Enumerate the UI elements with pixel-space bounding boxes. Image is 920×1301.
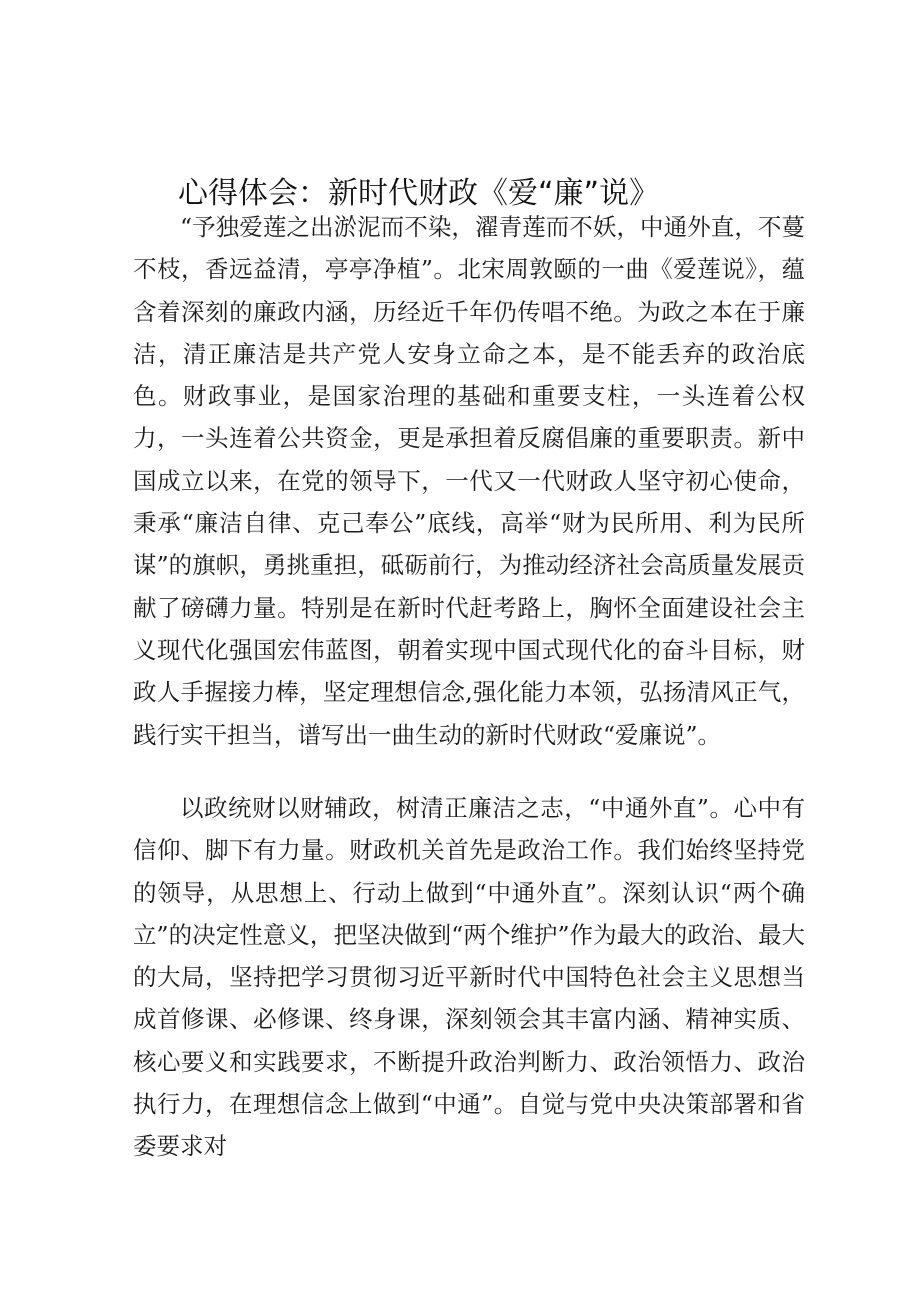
paragraph-1: “予独爱莲之出淤泥而不染，濯青莲而不妖，中通外直，不蔓不枝，香远益清，亭亭净植”。北宋周敦颐的一曲《爱莲说》，蕴含着深刻的廉政内涵，历经近千年仍传唱不绝。为政之本在于廉洁，清正廉洁是共产党人安身立命之本，是不能丢弃的政治底色。财政事业，是国家治理的基础和重要支柱，一头连着公权力，一头连着公共资金，更是承担着反腐倡廉的重要职责。新中国成立以来，在党的领导下，一代又一代财政人坚守初心使命，秉承“廉洁自律、克己奉公”底线，高举“财为民所用、利为民所谋”的旗帜，勇挑重担，砥砺前行，为推动经济社会高质量发展贡献了磅礴力量。特别是在新时代赶考路上，胸怀全面建设社会主义现代化强国宏伟蓝图，朝着实现中国式现代化的奋斗目标，财政人手握接力棒，坚定理想信念,强化能力本领，弘扬清风正气，践行实干担当，谱写出一曲生动的新时代财政“爱廉说”。 bbox=[133, 213, 805, 749]
paragraph-2: 以政统财以财辅政，树清正廉洁之志，“中通外直”。心中有信仰、脚下有力量。财政机关首先是政治工作。我们始终坚持党的领导，从思想上、行动上做到“中通外直”。深刻认识“两个确立”的决定性意义，把坚决做到“两个维护”作为最大的政治、最大的大局，坚持把学习贯彻习近平新时代中国特色社会主义思想当成首修课、必修课、终身课，深刻领会其丰富内涵、精神实质、核心要义和实践要求，不断提升政治判断力、政治领悟力、政治执行力，在理想信念上做到“中通”。自觉与党中央决策部署和省委要求对 bbox=[133, 794, 805, 1161]
document-title: 心得体会：新时代财政《爱“廉”说》 bbox=[178, 176, 660, 211]
